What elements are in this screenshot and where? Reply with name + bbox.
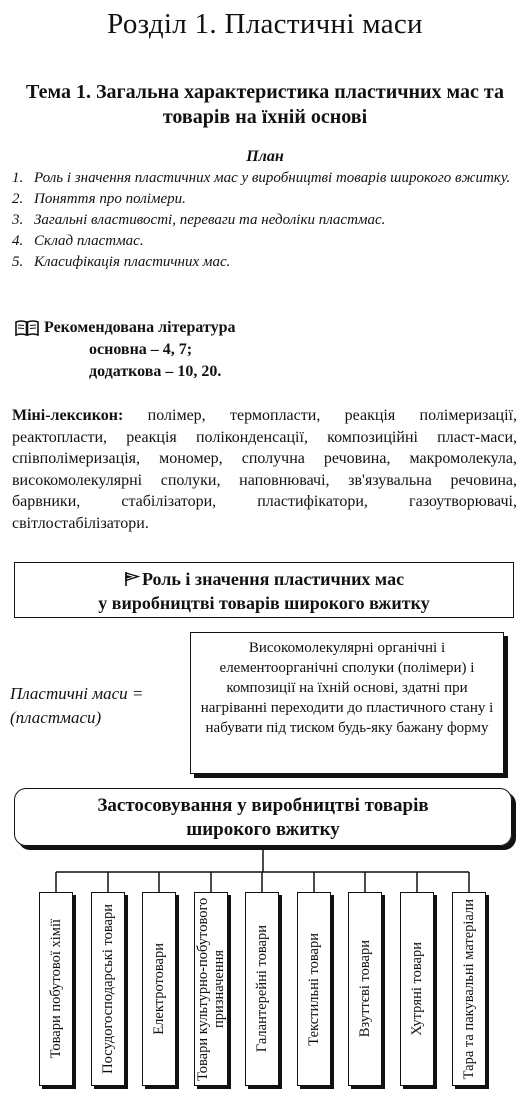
plan-item-text: Роль і значення пластичних мас у виробництві товарів широкого вжитку. <box>34 170 511 186</box>
role-heading-line1: Роль і значення пластичних мас <box>141 569 405 589</box>
category-label: Текстильні товари <box>306 932 322 1046</box>
category-box-textile <box>297 892 331 1086</box>
category-label: Електротовари <box>151 943 167 1035</box>
plan-item-text: Склад пластмас. <box>34 233 144 249</box>
category-box-electrical <box>142 892 176 1086</box>
plan-item-text: Класифікація пластичних мас. <box>34 254 231 270</box>
category-label: Галантерейні товари <box>254 925 270 1053</box>
literature-title: Рекомендована література <box>44 319 236 336</box>
literature-main: основна – 4, 7; <box>89 341 193 358</box>
category-box-packaging <box>452 892 486 1086</box>
lexicon-text: полімер, термопласти, реакція полімеризації, реактопласти, реакція поліконденсації, композиційні пласт-маси, співполімеризація, мономер, сполучна речовина, макромолекула, високомолекулярні сполуки, наповнювачі, зв'язувальна речовина, барвники, стабілізатори, пластифікатори, газоутворювачі, світлостабілізатори. <box>12 407 517 532</box>
plan-item-text: Поняття про полімери. <box>34 191 186 207</box>
plan-item-number: 1. <box>12 170 24 186</box>
plan-item-number: 5. <box>12 254 24 270</box>
plan-item-number: 2. <box>12 191 24 207</box>
definition-term-line2: (пластмаси) <box>10 708 102 727</box>
plan-item-number: 3. <box>12 212 24 228</box>
category-label: Тара та пакувальні матеріали <box>461 898 477 1080</box>
application-title-line2: широкого вжитку <box>186 819 340 840</box>
topic-title: Тема 1. Загальна характеристика пластичних мас та товарів на їхній основі <box>26 81 504 128</box>
plan-item-text: Загальні властивості, переваги та недоліки пластмас. <box>34 212 386 228</box>
category-box-fur <box>400 892 434 1086</box>
category-label: Посудогосподарські товари <box>100 904 116 1074</box>
category-box-haberdashery <box>245 892 279 1086</box>
literature-additional: додаткова – 10, 20. <box>89 363 222 380</box>
role-heading-line2: у виробництві товарів широкого вжитку <box>98 593 430 613</box>
definition-box: Високомолекулярні органічні і елементоорганічні сполуки (полімери) і композиції на їхній основі, здатні при нагріванні переходити до пластичного стану і набувати під тиском будь-яку бажану форму <box>190 632 504 774</box>
category-box-footwear <box>348 892 382 1086</box>
category-label: Взуттєві товари <box>357 940 373 1038</box>
plan-heading: План <box>246 148 284 165</box>
definition-term-line1: Пластичні маси = <box>10 684 144 703</box>
category-box-household-chemicals <box>39 892 73 1086</box>
category-label: Хутряні товари <box>409 942 425 1036</box>
section-title: Розділ 1. Пластичні маси <box>107 8 423 40</box>
lexicon-label: Міні-лексикон: <box>12 407 124 424</box>
category-box-houseware <box>91 892 125 1086</box>
category-label: Товари побутової хімії <box>48 919 64 1059</box>
application-title-line1: Застосовування у виробництві товарів <box>97 795 429 816</box>
plan-item-number: 4. <box>12 233 24 249</box>
category-box-cultural-household <box>194 892 228 1086</box>
category-label: Товари культурно-побутового призначення <box>195 897 227 1081</box>
